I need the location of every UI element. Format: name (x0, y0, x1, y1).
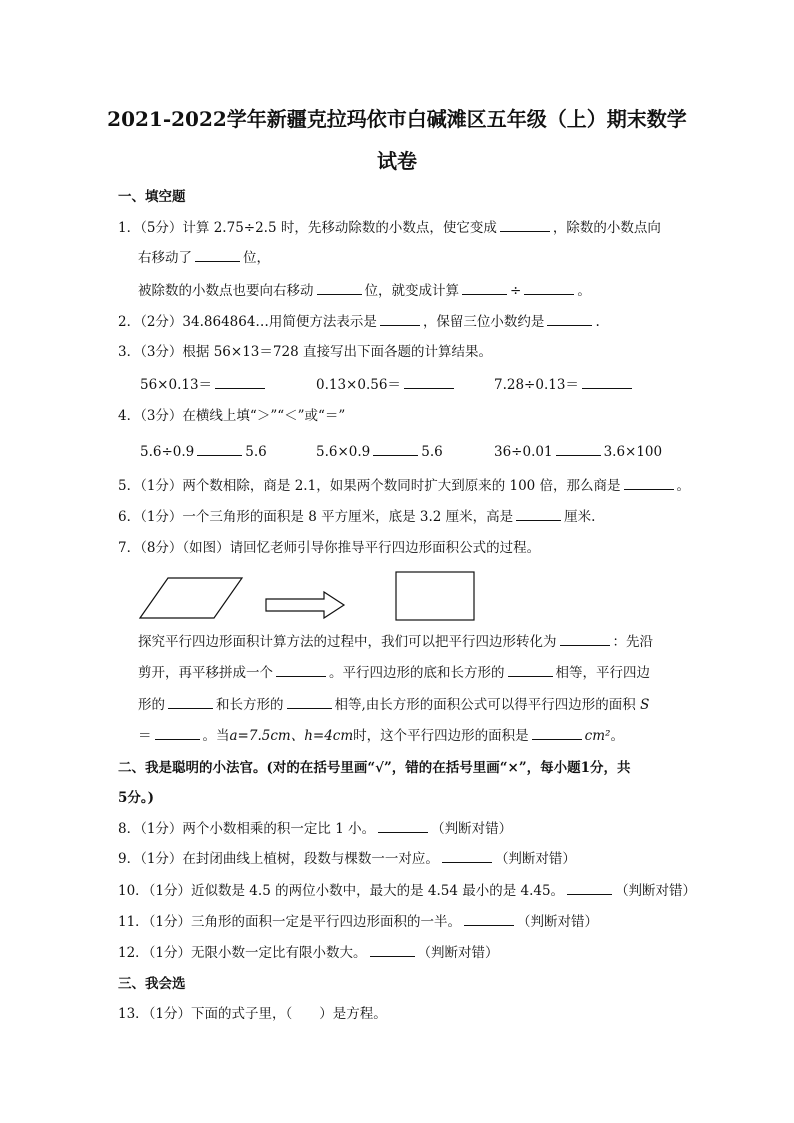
q7-l4-text-a: ＝ (138, 728, 152, 744)
q1-text-b: ，除数的小数点向 (552, 220, 661, 236)
section-heading-2: 二、我是聪明的小法官。(对的在括号里画“√”，错的在括号里画“×”，每小题1分，共 (118, 760, 631, 776)
q7-blank-7[interactable] (532, 725, 582, 740)
q4-item-1-left: 5.6÷0.9 (140, 444, 195, 460)
q4-item-2-right: 5.6 (421, 444, 443, 460)
q2-blank-2[interactable] (547, 311, 592, 326)
question-2 (118, 311, 600, 332)
q4-item-3 (494, 441, 662, 462)
q9-judge: （判断对错） (494, 851, 576, 867)
q7-l2-text-b: 。平行四边形的底和长方形的 (329, 665, 505, 681)
q3-item-2 (316, 374, 457, 395)
question-9 (118, 848, 576, 869)
question-6 (118, 506, 595, 527)
q7-l4-text-b: 。当 (202, 728, 230, 744)
q1-text-e: 被除数的小数点也要向右移动 (138, 283, 314, 299)
q3-item-1-text: 56×0.13＝ (140, 377, 213, 393)
q7-para-line1 (138, 631, 653, 652)
q7-blank-3[interactable] (508, 662, 553, 677)
q1-text-f: 位，就变成计算 (364, 283, 459, 299)
q3-item-2-text: 0.13×0.56＝ (316, 377, 401, 393)
q7-blank-2[interactable] (276, 662, 326, 677)
q7-l3-text-a: 形的 (138, 697, 165, 713)
q1-text-h: 。 (577, 283, 591, 299)
question-11 (118, 911, 598, 932)
question-1-line3 (138, 280, 591, 301)
q7-l3-text-c: 相等,由长方形的面积公式可以得平行四边形的面积 (334, 697, 636, 713)
q7-l2-text-c: 相等，平行四边 (555, 665, 650, 681)
q1-blank-3[interactable] (317, 280, 362, 295)
parallelogram-shape (140, 578, 242, 618)
q1-text-a: 1．（5分）计算 2.75÷2.5 时，先移动除数的小数点，使它变成 (118, 220, 497, 236)
q10-blank[interactable] (567, 880, 612, 895)
q4-item-3-right: 3.6×100 (603, 444, 663, 460)
q7-para-line3 (138, 694, 649, 715)
q1-text-g: ÷ (510, 283, 522, 299)
q5-blank[interactable] (624, 475, 674, 490)
q1-blank-1[interactable] (500, 217, 550, 232)
q5-text-b: 。 (676, 478, 691, 494)
q9-blank[interactable] (442, 848, 492, 863)
q2-text-c: . (595, 314, 600, 330)
q4-item-1 (140, 441, 267, 462)
q7-l4-unit: cm² (584, 728, 611, 744)
question-8 (118, 818, 512, 839)
q7-figure (0, 568, 794, 628)
q7-l1-text-b: ：先沿 (612, 634, 653, 650)
q4-item-1-right: 5.6 (245, 444, 267, 460)
q7-l1-text-a: 探究平行四边形面积计算方法的过程中，我们可以把平行四边形转化为 (138, 634, 557, 650)
q4-item-2 (316, 441, 443, 462)
question-4-items (0, 441, 794, 461)
q7-l3-text-b: 和长方形的 (216, 697, 284, 713)
q6-text-b: 厘米. (564, 509, 596, 525)
question-3: 3．（3分）根据 56×13＝728 直接写出下面各题的计算结果。 (118, 344, 492, 360)
q7-para-line4 (138, 725, 624, 746)
q3-blank-2[interactable] (404, 374, 454, 389)
question-10 (118, 880, 696, 901)
q3-item-1 (140, 374, 268, 395)
page-title-line2: 试卷 (377, 149, 417, 173)
rectangle-shape (396, 572, 474, 620)
q1-text-c: 右移动了 (138, 250, 192, 266)
q9-text: 9．（1分）在封闭曲线上植树，段数与棵数一一对应。 (118, 851, 439, 867)
q3-item-3 (494, 374, 635, 395)
q7-blank-5[interactable] (287, 694, 332, 709)
q6-text-a: 6．（1分）一个三角形的面积是 8 平方厘米，底是 3.2 厘米，高是 (118, 509, 514, 525)
q7-l4-text-d: 时，这个平行四边形的面积是 (353, 728, 529, 744)
q7-l4-values: a=7.5cm、h=4cm (229, 728, 354, 744)
question-1-line1 (118, 217, 661, 238)
q5-text-a: 5．（1分）两个数相除，商是 2.1，如果两个数同时扩大到原来的 100 倍，那么商是 (118, 478, 621, 494)
q8-blank[interactable] (378, 818, 428, 833)
q7-blank-1[interactable] (560, 631, 610, 646)
q11-judge: （判断对错） (517, 914, 599, 930)
question-4: 4．（3分）在横线上填“＞”“＜”或“＝” (118, 408, 346, 424)
q7-blank-4[interactable] (168, 694, 213, 709)
question-13: 13．（1分）下面的式子里，（ ）是方程。 (118, 1006, 387, 1022)
section-heading-2-cont: 5分。) (118, 790, 155, 806)
q3-blank-1[interactable] (215, 374, 265, 389)
q12-judge: （判断对错） (417, 945, 499, 961)
q6-blank[interactable] (516, 506, 561, 521)
section-heading-3: 三、我会选 (118, 976, 186, 992)
q12-text: 12．（1分）无限小数一定比有限小数大。 (118, 945, 367, 961)
question-1-line2 (138, 247, 270, 268)
arrow-right-icon (266, 592, 344, 618)
q8-text: 8．（1分）两个小数相乘的积一定比 1 小。 (118, 821, 376, 837)
page-title: 2021-2022学年新疆克拉玛依市白碱滩区五年级（上）期末数学 (107, 107, 687, 131)
q2-text-a: 2．（2分）34.864864…用简便方法表示是 (118, 314, 377, 330)
q11-text: 11．（1分）三角形的面积一定是平行四边形面积的一半。 (118, 914, 462, 930)
question-5 (118, 475, 690, 496)
q1-blank-2[interactable] (195, 247, 240, 262)
q10-text: 10．（1分）近似数是 4.5 的两位小数中，最大的是 4.54 最小的是 4.45。 (118, 883, 565, 899)
question-3-items (0, 374, 794, 394)
question-7: 7．（8分）（如图）请回忆老师引导你推导平行四边形面积公式的过程。 (118, 540, 541, 556)
q1-blank-5[interactable] (524, 280, 574, 295)
q4-item-3-left: 36÷0.01 (494, 444, 553, 460)
q4-item-2-left: 5.6×0.9 (316, 444, 371, 460)
q7-l4-text-f: 。 (610, 728, 624, 744)
q3-item-3-text: 7.28÷0.13＝ (494, 377, 579, 393)
q8-judge: （判断对错） (431, 821, 513, 837)
q7-l2-text-a: 剪开，再平移拼成一个 (138, 665, 273, 681)
q7-blank-6[interactable] (155, 725, 200, 740)
q11-blank[interactable] (464, 911, 514, 926)
q2-blank-1[interactable] (380, 311, 420, 326)
q4-blank-1[interactable] (197, 441, 242, 456)
q1-text-d: 位， (243, 250, 270, 266)
q4-blank-2[interactable] (373, 441, 418, 456)
q1-blank-4[interactable] (462, 280, 507, 295)
q10-judge: （判断对错） (615, 883, 697, 899)
q2-text-b: ，保留三位小数约是 (422, 314, 545, 330)
section-heading-1: 一、填空题 (118, 189, 186, 205)
question-12 (118, 942, 499, 963)
q7-l3-symbol-s: S (640, 697, 650, 713)
q7-para-line2 (138, 662, 650, 683)
q12-blank[interactable] (370, 942, 415, 957)
q4-blank-3[interactable] (556, 441, 601, 456)
q3-blank-3[interactable] (582, 374, 632, 389)
